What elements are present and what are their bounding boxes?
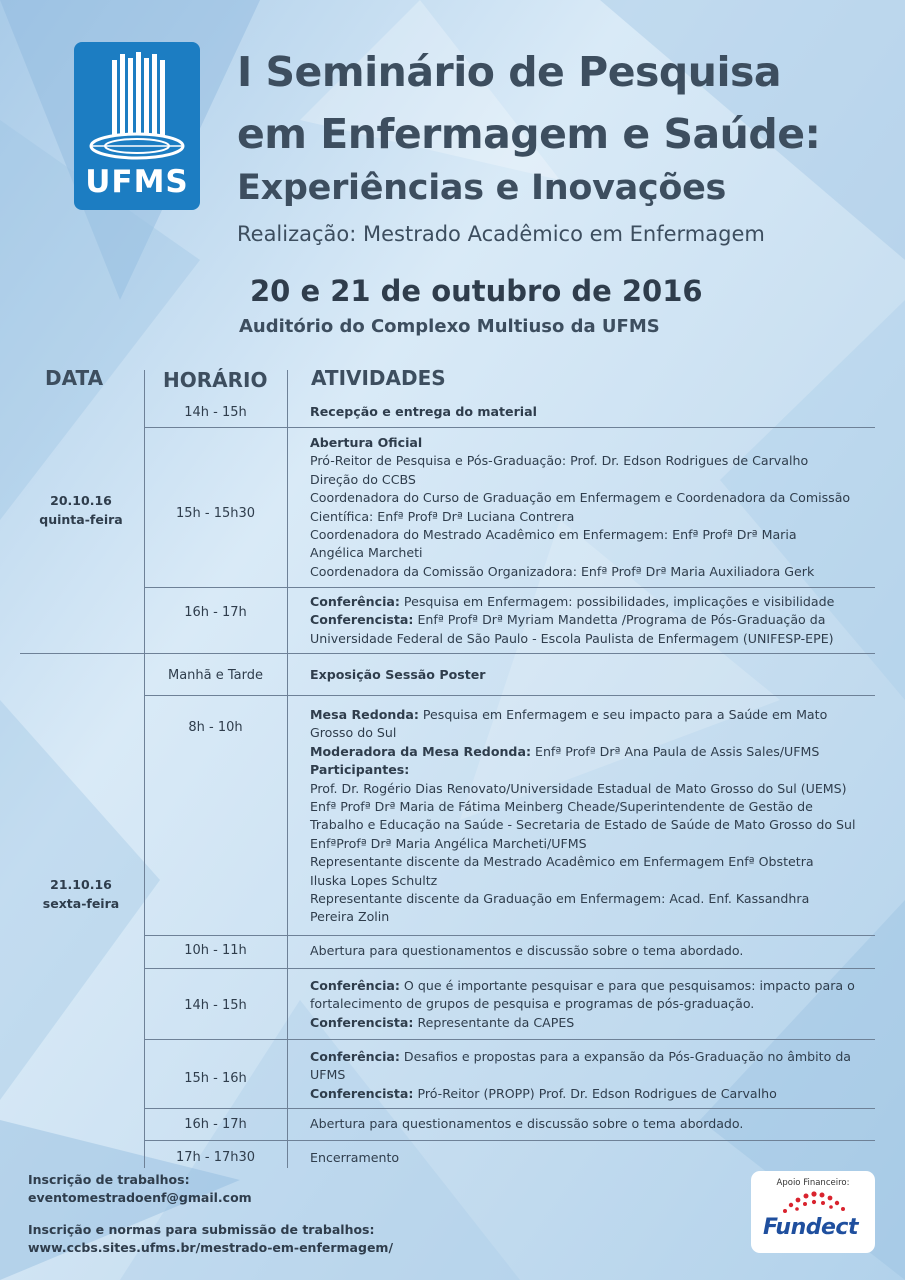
building-icon <box>82 50 192 165</box>
activity-keyword: Conferencista: <box>310 612 414 628</box>
activity-text: Pesquisa em Enfermagem: possibilidades, implicações e visibilidade <box>399 594 835 609</box>
time-cell: 15h - 15h30 <box>175 506 256 521</box>
activity-keyword: Conferência: <box>310 978 400 993</box>
title-line-1: I Seminário de Pesquisa <box>237 48 782 96</box>
registration-info <box>28 1171 252 1207</box>
table-divider <box>144 1140 875 1141</box>
activity-cell <box>310 1048 870 1103</box>
activity-line: Iluska Lopes Schultz <box>310 872 438 888</box>
activity-text: Abertura para questionamentos e discussão sobre o tema abordado. <box>310 1116 744 1131</box>
ufms-logo <box>74 42 200 210</box>
subtitle: Realização: Mestrado Acadêmico em Enfermagem <box>237 222 765 246</box>
activity-keyword: Participantes: <box>310 762 410 778</box>
activity-text: Abertura para questionamentos e discussão sobre o tema abordado. <box>310 943 744 958</box>
sponsor-name: Fundect <box>763 1215 858 1240</box>
time-cell: 15h - 16h <box>184 1071 247 1086</box>
activity-text: Enfª Profª Drª Myriam Mandetta /Programa de Pós-Graduação da <box>413 612 826 628</box>
activity-line: Enfª Profª Drª Maria de Fátima Meinberg Cheade/Superintendente de Gestão de <box>310 799 813 815</box>
day-1-weekday: quinta-feira <box>39 512 123 527</box>
activity-text: Pesquisa em Enfermagem e seu impacto para a Saúde em Mato <box>418 707 828 722</box>
activity-text: Representante da CAPES <box>413 1014 575 1030</box>
activity-cell <box>310 706 870 927</box>
activity-line: EnfªProfª Drª Maria Angélica Marcheti/UFMS <box>310 835 587 851</box>
activity-line: Coordenadora da Comissão Organizadora: Enfª Profª Drª Maria Auxiliadora Gerk <box>310 563 815 579</box>
time-cell: Manhã e Tarde <box>167 668 263 683</box>
table-divider <box>144 587 875 588</box>
activity-line: Científica: Enfª Profª Drª Luciana Contrera <box>310 508 575 524</box>
activity-keyword: Moderadora da Mesa Redonda: <box>310 743 531 759</box>
time-cell: 16h - 17h <box>184 605 247 620</box>
activity-keyword: Conferencista: <box>310 1014 414 1030</box>
day-1-date: 20.10.16 <box>50 493 112 508</box>
dots-icon <box>779 1189 849 1215</box>
activity-line: Pereira Zolin <box>310 909 390 925</box>
activity-line: Pró-Reitor de Pesquisa e Pós-Graduação: Prof. Dr. Edson Rodrigues de Carvalho <box>310 453 809 469</box>
header-data: DATA <box>45 366 104 390</box>
table-divider <box>20 653 875 654</box>
activity-keyword: Mesa Redonda: <box>310 707 419 722</box>
activity-line: Prof. Dr. Rogério Dias Renovato/Universidade Estadual de Mato Grosso do Sul (UEMS) <box>310 780 847 796</box>
activity-text: Pró-Reitor (PROPP) Prof. Dr. Edson Rodrigues de Carvalho <box>413 1085 777 1101</box>
logo-text: UFMS <box>85 164 189 200</box>
activity-cell <box>310 1115 870 1133</box>
submission-label: Inscrição e normas para submissão de trabalhos: <box>28 1222 375 1237</box>
table-divider <box>144 1108 875 1109</box>
activity-line: Representante discente da Graduação em Enfermagem: Acad. Enf. Kassandhra <box>310 891 810 907</box>
activity-text: Desafios e propostas para a expansão da Pós-Graduação no âmbito da <box>399 1049 852 1064</box>
activity-heading: Abertura Oficial <box>310 435 423 450</box>
registration-label: Inscrição de trabalhos: <box>28 1172 190 1187</box>
event-date: 20 e 21 de outubro de 2016 <box>250 274 703 308</box>
time-cell: 14h - 15h <box>184 405 247 420</box>
day-2-date: 21.10.16 <box>50 877 112 892</box>
activity-text: Exposição Sessão Poster <box>310 667 486 682</box>
activity-keyword: Conferência: <box>310 1049 400 1064</box>
activity-line: UFMS <box>310 1067 346 1083</box>
activity-cell <box>310 1149 870 1167</box>
table-divider <box>144 1039 875 1040</box>
submission-url[interactable]: www.ccbs.sites.ufms.br/mestrado-em-enfermagem/ <box>28 1240 394 1255</box>
activity-cell <box>310 666 870 684</box>
activity-text: Enfª Profª Drª Ana Paula de Assis Sales/UFMS <box>530 743 820 759</box>
time-cell: 17h - 17h30 <box>175 1150 256 1165</box>
activity-cell <box>310 593 870 648</box>
activity-cell <box>310 977 870 1032</box>
day-2-cell <box>20 875 142 913</box>
day-1-cell <box>20 491 142 529</box>
sponsor-label: Apoio Financeiro: <box>776 1178 850 1188</box>
event-venue: Auditório do Complexo Multiuso da UFMS <box>239 316 660 337</box>
table-divider <box>287 370 288 1168</box>
registration-email[interactable]: eventomestradoenf@gmail.com <box>28 1190 252 1205</box>
submission-info <box>28 1221 393 1257</box>
table-divider <box>144 935 875 936</box>
activity-text: Encerramento <box>310 1150 400 1165</box>
header-horario: HORÁRIO <box>163 368 268 392</box>
activity-keyword: Conferência: <box>310 594 400 609</box>
activity-line: Representante discente da Mestrado Acadêmico em Enfermagem Enfª Obstetra <box>310 854 814 870</box>
table-divider <box>144 370 145 1168</box>
activity-line: Universidade Federal de São Paulo - Escola Paulista de Enfermagem (UNIFESP-EPE) <box>310 630 834 646</box>
time-cell: 14h - 15h <box>184 998 247 1013</box>
table-divider <box>144 968 875 969</box>
activity-line: Direção do CCBS <box>310 471 416 487</box>
activity-text: O que é importante pesquisar e para que pesquisamos: impacto para o <box>399 978 855 993</box>
table-divider <box>144 427 875 428</box>
day-2-weekday: sexta-feira <box>42 896 120 911</box>
activity-line: Trabalho e Educação na Saúde - Secretaria de Estado de Saúde de Mato Grosso do Sul <box>310 817 856 833</box>
sponsor-logo <box>751 1171 875 1253</box>
activity-line: Grosso do Sul <box>310 725 397 741</box>
header-atividades: ATIVIDADES <box>311 366 446 390</box>
activity-line: Coordenadora do Mestrado Acadêmico em Enfermagem: Enfª Profª Drª Maria <box>310 527 797 543</box>
activity-keyword: Conferencista: <box>310 1085 414 1101</box>
activity-cell <box>310 434 870 581</box>
activity-line: Coordenadora do Curso de Graduação em Enfermagem e Coordenadora da Comissão <box>310 490 851 506</box>
time-cell: 16h - 17h <box>184 1117 247 1132</box>
activity-cell <box>310 942 870 960</box>
activity-line: fortalecimento de grupos de pesquisa e programas de pós-graduação. <box>310 996 755 1012</box>
time-cell: 10h - 11h <box>184 943 247 958</box>
activity-cell <box>310 403 870 421</box>
table-divider <box>144 695 875 696</box>
activity-text: Recepção e entrega do material <box>310 404 537 419</box>
title-line-2: em Enfermagem e Saúde: <box>237 110 821 158</box>
activity-line: Angélica Marcheti <box>310 545 423 561</box>
time-cell: 8h - 10h <box>188 720 243 735</box>
title-line-3: Experiências e Inovações <box>237 168 727 208</box>
